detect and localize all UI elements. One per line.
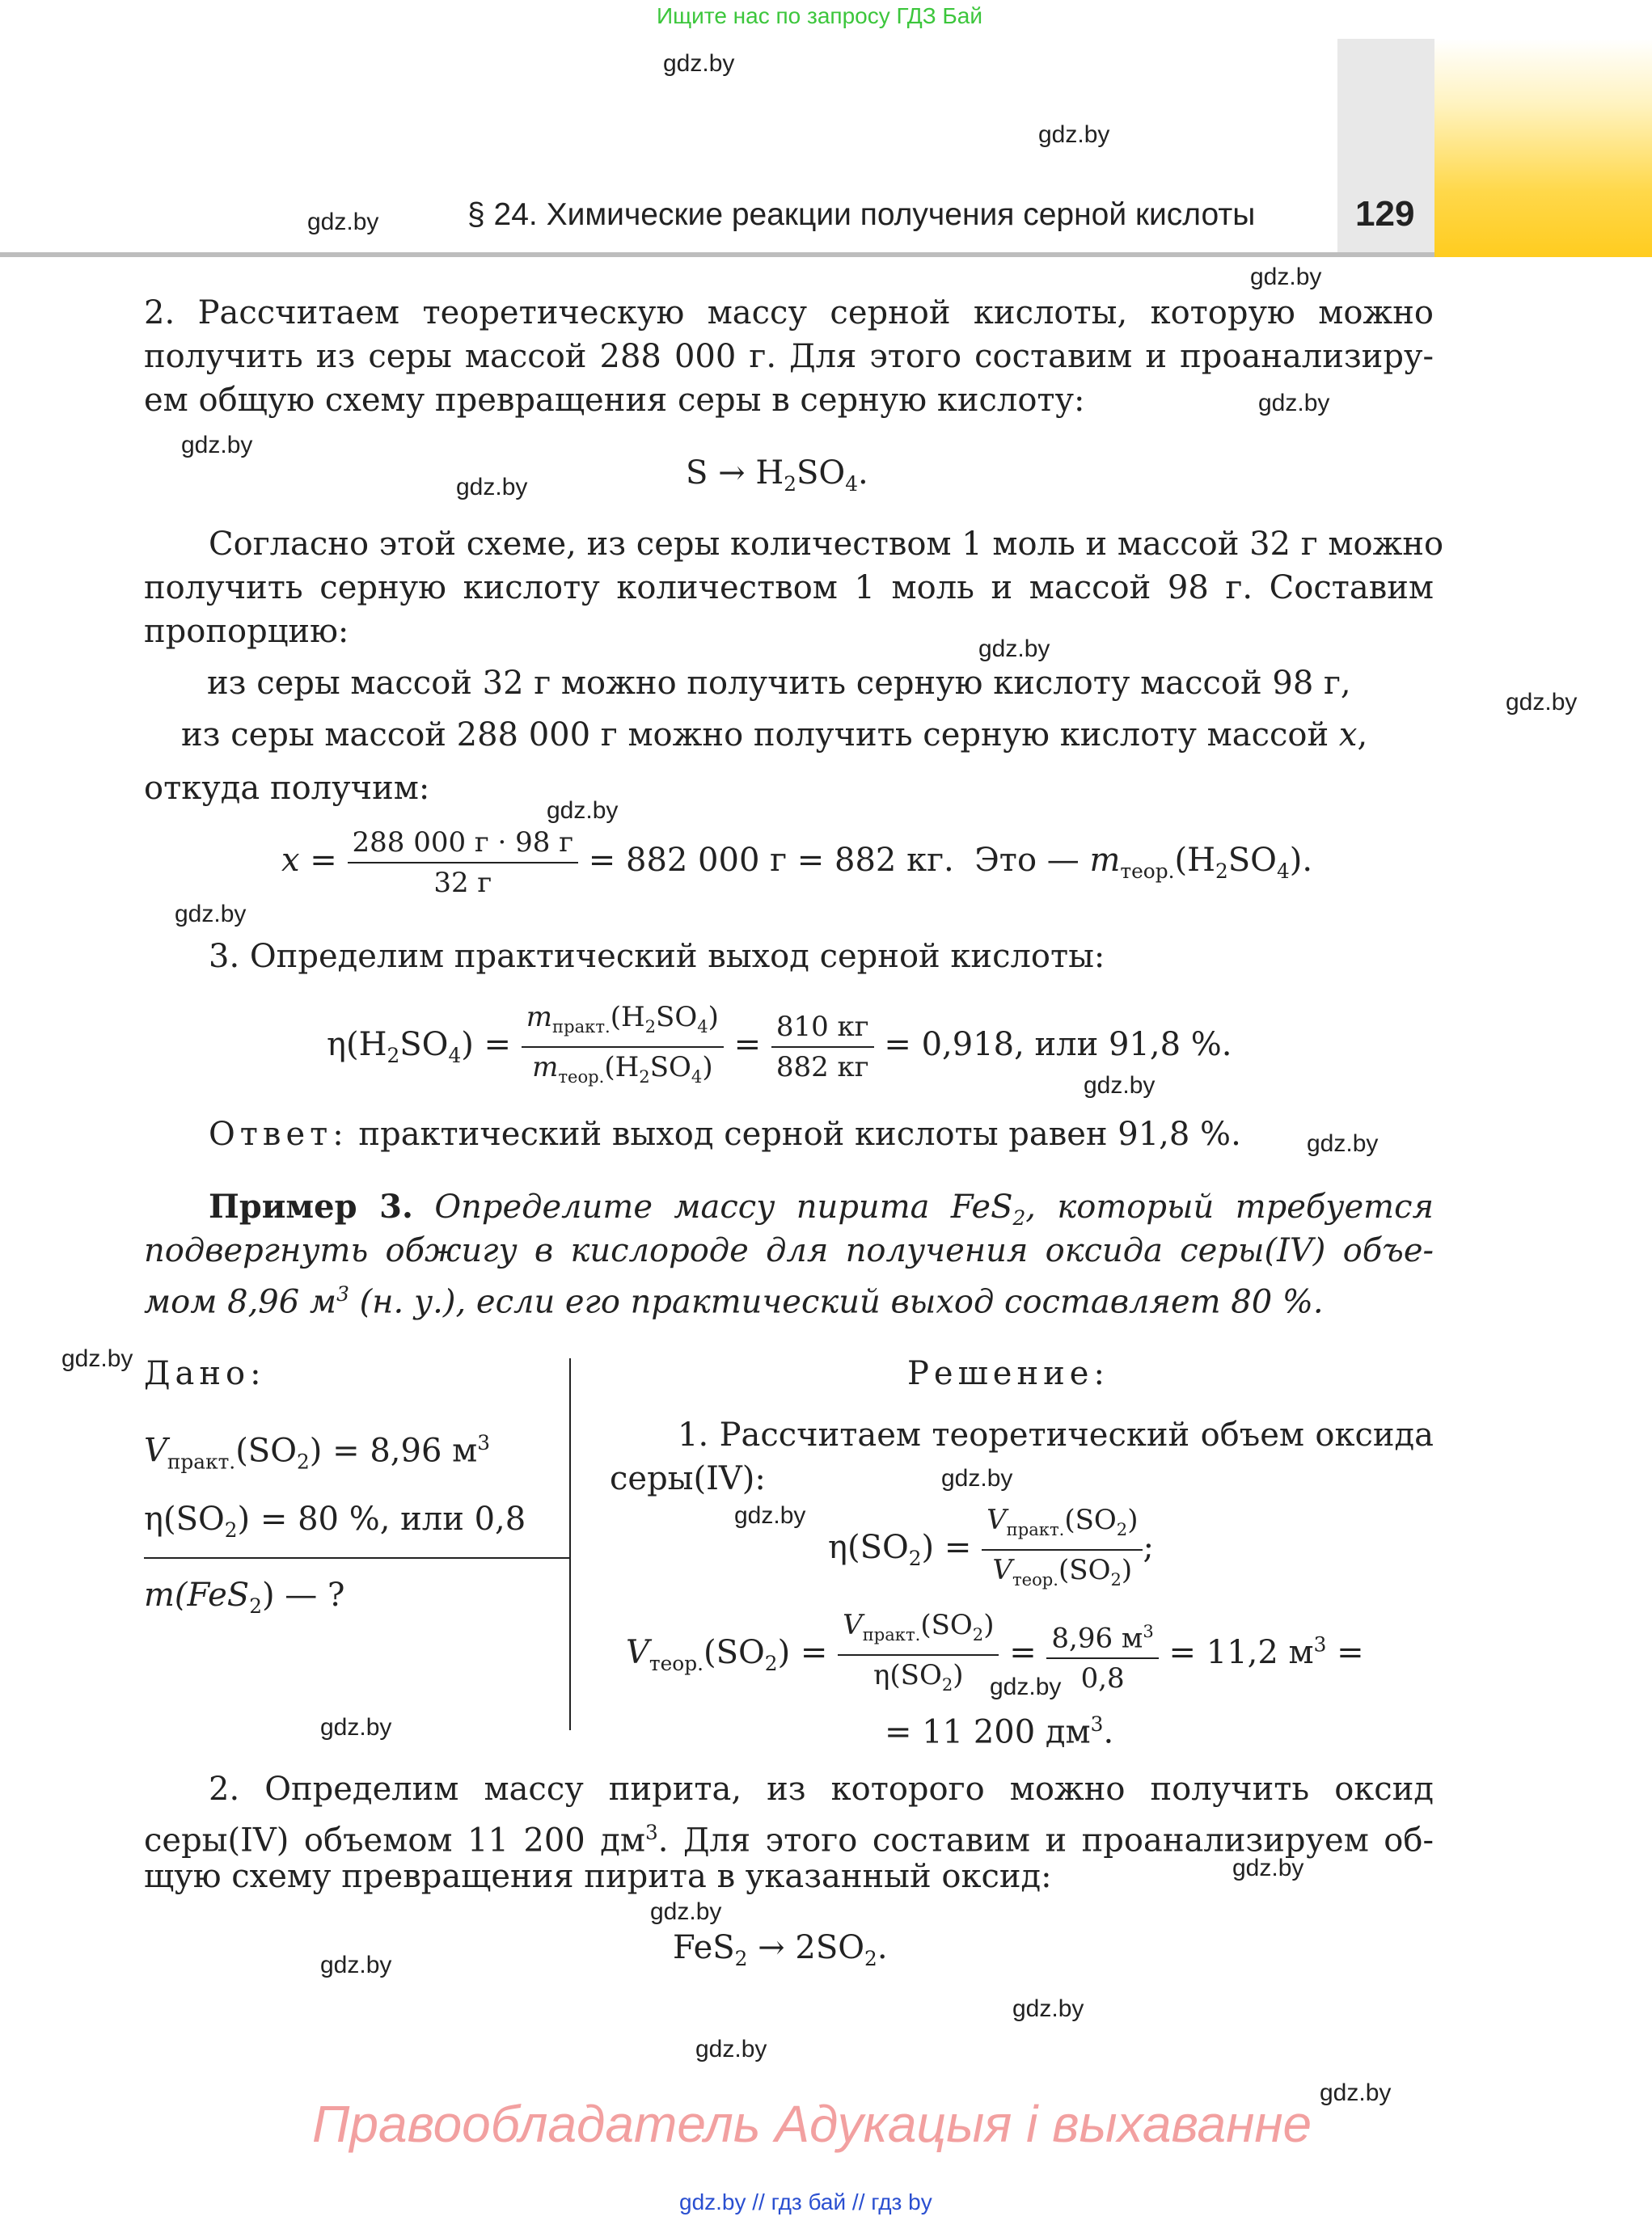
proportion-line-3: откуда получим: [144, 770, 430, 807]
given-solution-divider [569, 1358, 571, 1730]
given-find-divider [144, 1557, 569, 1559]
page-header-title: § 24. Химические реакции получения серной кислоты [467, 197, 1256, 232]
proportion-line-1: из серы массой 32 г можно получить серную кислоту массой 98 г, [207, 665, 1351, 702]
watermark: gdz.by [695, 2036, 767, 2062]
given-row-yield: $\eta(SO_2) = 80$ %, или 0,8 [144, 1501, 526, 1542]
top-banner: Ищите нас по запросу ГДЗ Бай [657, 3, 983, 28]
header-divider [0, 252, 1434, 257]
scheme-para-line: получить серную кислоту количеством 1 моль и массой 98 г. Составим [144, 569, 1434, 606]
watermark: gdz.by [307, 209, 379, 235]
watermark: gdz.by [1506, 689, 1578, 716]
watermark: gdz.by [175, 901, 247, 927]
watermark: gdz.by [1258, 390, 1330, 416]
formula-v-theor-result: = 11 200 $дм^3$. [885, 1712, 1114, 1751]
step2-line: 2. Рассчитаем теоретическую массу серной кислоты, которую можно [144, 294, 1434, 331]
watermark: gdz.by [1038, 121, 1110, 148]
answer-line: Ответ: практический выход серной кислоты равен 91,8 %. [209, 1116, 1241, 1153]
watermark: gdz.by [61, 1345, 133, 1372]
formula-v-theor: $V_{теор.}(SO_2)$ = $\frac{V_{практ.}(SO_2)}{\eta(SO_2)}$ = $\frac{8,96 м^3}{0,8}$ = 11,2 $м^3$ = [626, 1606, 1364, 1704]
watermark: gdz.by [941, 1465, 1013, 1492]
step3-text: 3. Определим практический выход серной кислоты: [209, 938, 1105, 975]
page-corner-decoration [1434, 39, 1652, 257]
watermark: gdz.by [1084, 1072, 1156, 1099]
watermark: gdz.by [978, 635, 1050, 662]
watermark: gdz.by [650, 1898, 722, 1925]
watermark: gdz.by [1320, 2079, 1392, 2106]
step2b-line-2: серы(IV) объемом 11 200 $дм^3$. Для этого составим и проанализируем об- [144, 1821, 1434, 1860]
formula-yield: $\eta(H_2SO_4)$ = $\frac{m_{практ.}(H_2SO_4)}{m_{теор.}(H_2SO_4)}$ = $\frac{810 кг}{882 кг}$ = 0,918, или 91,8 %. [327, 998, 1232, 1096]
scheme-para-line: Согласно этой схеме, из серы количеством 1 моль и массой 32 г можно [209, 526, 1444, 563]
step2-line: получить из серы массой 288 000 г. Для этого составим и проанализиру- [144, 338, 1434, 375]
watermark: gdz.by [320, 1952, 392, 1978]
solution-title: Решение: [907, 1355, 1109, 1392]
watermark: gdz.by [1250, 264, 1322, 290]
formula-x-mass: x = $\frac{288 000 г \cdot 98 г}{32 г}$ = 882 000 г = 882 кг. Это — $m_{теор.}(H_2SO_4)$. [281, 823, 1312, 902]
proportion-line-2: из серы массой 288 000 г можно получить серную кислоту массой x, [181, 716, 1368, 754]
formula-eta-so2: $\eta(SO_2)$ = $\frac{V_{практ.}(SO_2)}{V_{теор.}(SO_2)}$ ; [828, 1501, 1154, 1599]
watermark: gdz.by [181, 432, 253, 458]
step2b-line-1: 2. Определим массу пирита, из которого можно получить оксид [209, 1771, 1434, 1808]
solution-step1-line-1: 1. Рассчитаем теоретический объем оксида [678, 1416, 1434, 1454]
watermark: gdz.by [663, 50, 735, 77]
watermark: gdz.by [456, 474, 528, 500]
watermark: gdz.by [1012, 1995, 1084, 2022]
watermark: gdz.by [1232, 1855, 1304, 1881]
watermark: gdz.by [320, 1714, 392, 1741]
watermark: gdz.by [547, 797, 619, 824]
find-row-mass: m(FeS$_2$) — ? [144, 1577, 345, 1618]
copyright-notice: Правообладатель Адукацыя і выхаванне [312, 2095, 1312, 2153]
example3-line-2: подвергнуть обжигу в кислороде для получения оксида серы(IV) объе- [144, 1232, 1434, 1269]
page-number: 129 [1355, 194, 1415, 234]
example3-line-3: мом 8,96 $м^3$ (н. у.), если его практический выход составляет 80 %. [144, 1282, 1324, 1321]
given-row-volume: $V_{практ.}(SO_2) = 8,96$ $м^3$ [144, 1431, 491, 1474]
scheme-s-to-h2so4: $S \to H_2SO_4$. [686, 454, 868, 496]
footer-links[interactable]: gdz.by // гдз бай // гдз by [679, 2189, 932, 2214]
watermark: gdz.by [734, 1502, 806, 1529]
watermark: gdz.by [1307, 1130, 1379, 1157]
step2-line: ем общую схему превращения серы в серную кислоту: [144, 382, 1085, 419]
solution-step1-line-2: серы(IV): [610, 1460, 766, 1497]
step2b-line-3: щую схему превращения пирита в указанный оксид: [144, 1858, 1052, 1895]
scheme-fes2-to-so2: $FeS_2 \to 2SO_2$. [673, 1929, 888, 1970]
given-title: Дано: [144, 1355, 266, 1392]
watermark: gdz.by [990, 1674, 1062, 1700]
scheme-para-line: пропорцию: [144, 613, 349, 650]
example3-line-1: Пример 3. Определите массу пирита FeS$_2$, который требуется [209, 1188, 1434, 1230]
